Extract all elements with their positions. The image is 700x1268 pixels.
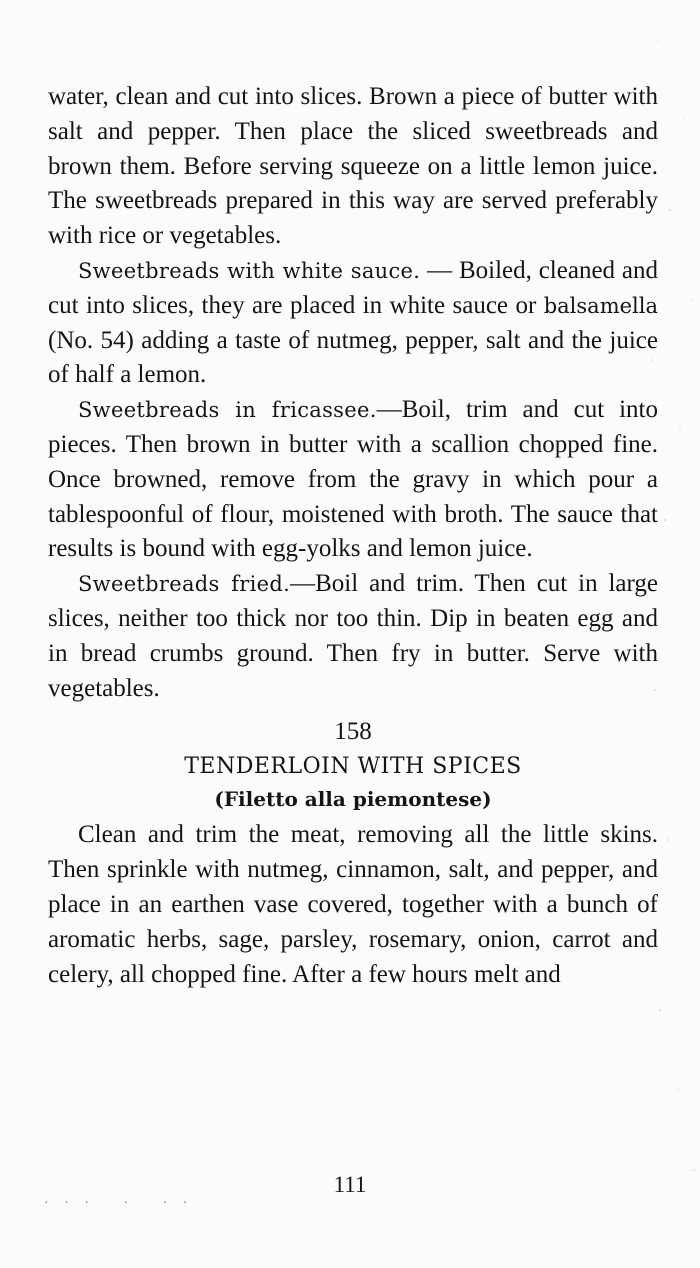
paragraph-text: — Boiled, cleaned and cut into slices, they are placed in white sauce or: [48, 256, 658, 319]
recipe-number: 158: [334, 718, 372, 746]
recipe-heading-fried: Sweetbreads fried.: [78, 572, 291, 597]
paragraph-tenderloin: Clean and trim the meat, removing all the little skins. Then sprinkle with nutmeg, cinnamon, salt, and pepper, and place in an earthen vase covered, together with a bunch of aromatic herbs, sage, parsley, rosemary, onion, carrot and celery, all chopped fine. After a few hours melt and: [48, 821, 658, 988]
recipe-subtitle: (Filetto alla piemontese): [214, 787, 492, 812]
print-specks: · · · · · ·: [44, 1196, 194, 1211]
recipe-heading-fricassee: Sweetbreads in fricassee.: [78, 398, 377, 423]
recipe-title: TENDERLOIN WITH SPICES: [184, 754, 522, 780]
term-balsamella: balsamella: [543, 293, 658, 318]
paragraph-sweetbreads-fricassee: [48, 393, 658, 567]
page-body: [48, 80, 658, 992]
recipe-heading-white-sauce: Sweetbreads with white sauce.: [78, 258, 421, 283]
paragraph-text: —Boil, trim and cut into pieces. Then brown in butter with a scallion chopped fine. Once browned, remove from the gravy in which pour a tablespoonful of flour, moistened with broth. The sauce that results is bound with egg-yolks and lemon juice.: [48, 396, 658, 563]
paragraph-sweetbreads-white-sauce: [48, 254, 658, 393]
page-number: 111: [333, 1172, 367, 1197]
paragraph-text: (No. 54) adding a taste of nutmeg, pepper, salt and the juice of half a lemon.: [48, 326, 658, 389]
paragraph-sweetbreads-continued: water, clean and cut into slices. Brown a piece of butter with salt and pepper. Then place the sliced sweetbreads and brown them. Before serving squeeze on a little lemon juice. The sweetbreads prepared in this way are served preferably with rice or vegetables.: [48, 83, 658, 250]
paragraph-text: —Boil and trim. Then cut in large slices, neither too thick nor too thin. Dip in beaten egg and in bread crumbs ground. Then fry in butter. Serve with vegetables.: [48, 570, 658, 702]
paragraph-sweetbreads-fried: [48, 567, 658, 706]
